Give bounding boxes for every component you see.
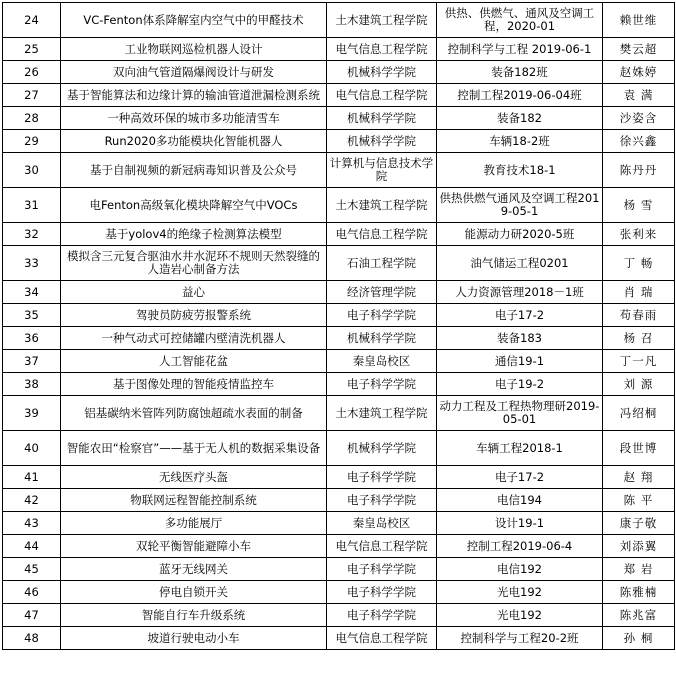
class-name-cell: 油气储运工程0201 — [437, 246, 603, 281]
row-number-cell: 34 — [3, 281, 61, 304]
class-name-cell: 电子17-2 — [437, 466, 603, 489]
table-row — [3, 373, 675, 396]
row-number-cell: 31 — [3, 188, 61, 223]
school-name-cell: 秦皇岛校区 — [327, 512, 437, 535]
project-title-cell: 智能自行车升级系统 — [61, 604, 327, 627]
table-row — [3, 627, 675, 650]
project-title-cell: 一种气动式可控储罐内壁清洗机器人 — [61, 327, 327, 350]
student-name-cell: 沙姿含 — [603, 107, 675, 130]
project-title-cell: 驾驶员防疲劳报警系统 — [61, 304, 327, 327]
project-roster-sheet — [2, 2, 674, 650]
table-row — [3, 350, 675, 373]
row-number-cell: 24 — [3, 3, 61, 38]
project-title-cell: 物联网远程智能控制系统 — [61, 489, 327, 512]
row-number-cell: 43 — [3, 512, 61, 535]
table-row — [3, 188, 675, 223]
school-name-cell: 机械科学学院 — [327, 327, 437, 350]
table-row — [3, 130, 675, 153]
school-name-cell: 电子科学学院 — [327, 304, 437, 327]
table-row — [3, 84, 675, 107]
row-number-cell: 35 — [3, 304, 61, 327]
project-title-cell: 铝基碳纳米管阵列防腐蚀超疏水表面的制备 — [61, 396, 327, 431]
project-title-cell: 电Fenton高级氧化模块降解空气中VOCs — [61, 188, 327, 223]
student-name-cell: 徐兴鑫 — [603, 130, 675, 153]
student-name-cell: 樊云超 — [603, 38, 675, 61]
class-name-cell: 教育技术18-1 — [437, 153, 603, 188]
class-name-cell: 车辆18-2班 — [437, 130, 603, 153]
table-row — [3, 38, 675, 61]
row-number-cell: 39 — [3, 396, 61, 431]
school-name-cell: 机械科学学院 — [327, 130, 437, 153]
school-name-cell: 机械科学学院 — [327, 431, 437, 466]
class-name-cell: 动力工程及工程热物理研2019-05-01 — [437, 396, 603, 431]
school-name-cell: 土木建筑工程学院 — [327, 3, 437, 38]
class-name-cell: 电信192 — [437, 558, 603, 581]
student-name-cell: 郑 岩 — [603, 558, 675, 581]
project-title-cell: 坡道行驶电动小车 — [61, 627, 327, 650]
row-number-cell: 32 — [3, 223, 61, 246]
class-name-cell: 电信194 — [437, 489, 603, 512]
table-row — [3, 512, 675, 535]
table-row — [3, 61, 675, 84]
school-name-cell: 电子科学学院 — [327, 558, 437, 581]
school-name-cell: 秦皇岛校区 — [327, 350, 437, 373]
school-name-cell: 机械科学学院 — [327, 61, 437, 84]
table-row — [3, 489, 675, 512]
school-name-cell: 机械科学学院 — [327, 107, 437, 130]
project-title-cell: 双向油气管道隔爆阀设计与研发 — [61, 61, 327, 84]
project-title-cell: 人工智能花盆 — [61, 350, 327, 373]
student-name-cell: 肖 瑞 — [603, 281, 675, 304]
project-title-cell: 停电自锁开关 — [61, 581, 327, 604]
school-name-cell: 电子科学学院 — [327, 604, 437, 627]
school-name-cell: 电子科学学院 — [327, 373, 437, 396]
table-body — [3, 3, 675, 650]
student-name-cell: 冯绍桐 — [603, 396, 675, 431]
table-row — [3, 153, 675, 188]
table-row — [3, 304, 675, 327]
class-name-cell: 装备182班 — [437, 61, 603, 84]
row-number-cell: 47 — [3, 604, 61, 627]
row-number-cell: 26 — [3, 61, 61, 84]
table-row — [3, 604, 675, 627]
class-name-cell: 车辆工程2018-1 — [437, 431, 603, 466]
student-name-cell: 杨 雪 — [603, 188, 675, 223]
table-row — [3, 558, 675, 581]
school-name-cell: 电气信息工程学院 — [327, 38, 437, 61]
project-title-cell: 无线医疗头盔 — [61, 466, 327, 489]
row-number-cell: 44 — [3, 535, 61, 558]
class-name-cell: 人力资源管理2018－1班 — [437, 281, 603, 304]
project-title-cell: 模拟含三元复合驱油水井水泥环不规则天然裂缝的人造岩心制备方法 — [61, 246, 327, 281]
student-name-cell: 杨 召 — [603, 327, 675, 350]
class-name-cell: 能源动力研2020-5班 — [437, 223, 603, 246]
project-title-cell: 一种高效环保的城市多功能清雪车 — [61, 107, 327, 130]
project-title-cell: 蓝牙无线网关 — [61, 558, 327, 581]
class-name-cell: 装备183 — [437, 327, 603, 350]
row-number-cell: 37 — [3, 350, 61, 373]
class-name-cell: 设计19-1 — [437, 512, 603, 535]
project-title-cell: 基于图像处理的智能疫情监控车 — [61, 373, 327, 396]
class-name-cell: 控制科学与工程20-2班 — [437, 627, 603, 650]
school-name-cell: 电子科学学院 — [327, 581, 437, 604]
school-name-cell: 电子科学学院 — [327, 466, 437, 489]
student-name-cell: 段世博 — [603, 431, 675, 466]
project-title-cell: 智能农田“检察官”——基于无人机的数据采集设备 — [61, 431, 327, 466]
row-number-cell: 27 — [3, 84, 61, 107]
project-title-cell: 多功能展厅 — [61, 512, 327, 535]
project-title-cell: VC-Fenton体系降解室内空气中的甲醛技术 — [61, 3, 327, 38]
class-name-cell: 供热、供燃气、通风及空调工程，2020-01 — [437, 3, 603, 38]
school-name-cell: 电气信息工程学院 — [327, 535, 437, 558]
project-title-cell: 基于智能算法和边缘计算的输油管道泄漏检测系统 — [61, 84, 327, 107]
row-number-cell: 25 — [3, 38, 61, 61]
table-row — [3, 281, 675, 304]
school-name-cell: 土木建筑工程学院 — [327, 188, 437, 223]
table-row — [3, 396, 675, 431]
student-name-cell: 丁 畅 — [603, 246, 675, 281]
student-name-cell: 赖世维 — [603, 3, 675, 38]
row-number-cell: 41 — [3, 466, 61, 489]
class-name-cell: 控制工程2019-06-4 — [437, 535, 603, 558]
class-name-cell: 通信19-1 — [437, 350, 603, 373]
table-row — [3, 246, 675, 281]
school-name-cell: 经济管理学院 — [327, 281, 437, 304]
class-name-cell: 光电192 — [437, 581, 603, 604]
row-number-cell: 48 — [3, 627, 61, 650]
student-name-cell: 陈丹丹 — [603, 153, 675, 188]
class-name-cell: 供热供燃气通风及空调工程2019-05-1 — [437, 188, 603, 223]
student-name-cell: 袁 满 — [603, 84, 675, 107]
row-number-cell: 30 — [3, 153, 61, 188]
row-number-cell: 33 — [3, 246, 61, 281]
table-row — [3, 431, 675, 466]
table-row — [3, 107, 675, 130]
row-number-cell: 29 — [3, 130, 61, 153]
row-number-cell: 36 — [3, 327, 61, 350]
school-name-cell: 电气信息工程学院 — [327, 223, 437, 246]
class-name-cell: 电子19-2 — [437, 373, 603, 396]
student-name-cell: 刘添翼 — [603, 535, 675, 558]
student-name-cell: 康子敬 — [603, 512, 675, 535]
student-name-cell: 张利来 — [603, 223, 675, 246]
row-number-cell: 40 — [3, 431, 61, 466]
class-name-cell: 控制科学与工程 2019-06-1 — [437, 38, 603, 61]
row-number-cell: 46 — [3, 581, 61, 604]
student-name-cell: 赵 翔 — [603, 466, 675, 489]
student-name-cell: 苟春雨 — [603, 304, 675, 327]
class-name-cell: 电子17-2 — [437, 304, 603, 327]
student-name-cell: 刘 源 — [603, 373, 675, 396]
school-name-cell: 电子科学学院 — [327, 489, 437, 512]
project-title-cell: Run2020多功能模块化智能机器人 — [61, 130, 327, 153]
school-name-cell: 电气信息工程学院 — [327, 84, 437, 107]
project-title-cell: 双轮平衡智能避障小车 — [61, 535, 327, 558]
student-name-cell: 丁一凡 — [603, 350, 675, 373]
student-name-cell: 赵姝婷 — [603, 61, 675, 84]
student-name-cell: 陈雅楠 — [603, 581, 675, 604]
student-name-cell: 孙 桐 — [603, 627, 675, 650]
row-number-cell: 45 — [3, 558, 61, 581]
row-number-cell: 28 — [3, 107, 61, 130]
student-name-cell: 陈 平 — [603, 489, 675, 512]
school-name-cell: 电气信息工程学院 — [327, 627, 437, 650]
project-title-cell: 益心 — [61, 281, 327, 304]
table-row — [3, 535, 675, 558]
school-name-cell: 石油工程学院 — [327, 246, 437, 281]
project-table — [2, 2, 675, 650]
class-name-cell: 控制工程2019-06-04班 — [437, 84, 603, 107]
table-row — [3, 3, 675, 38]
table-row — [3, 223, 675, 246]
project-title-cell: 工业物联网巡检机器人设计 — [61, 38, 327, 61]
class-name-cell: 装备182 — [437, 107, 603, 130]
table-row — [3, 466, 675, 489]
project-title-cell: 基于yolov4的绝缘子检测算法模型 — [61, 223, 327, 246]
row-number-cell: 38 — [3, 373, 61, 396]
project-title-cell: 基于自制视频的新冠病毒知识普及公众号 — [61, 153, 327, 188]
school-name-cell: 土木建筑工程学院 — [327, 396, 437, 431]
student-name-cell: 陈兆富 — [603, 604, 675, 627]
table-row — [3, 327, 675, 350]
row-number-cell: 42 — [3, 489, 61, 512]
table-row — [3, 581, 675, 604]
class-name-cell: 光电192 — [437, 604, 603, 627]
school-name-cell: 计算机与信息技术学院 — [327, 153, 437, 188]
